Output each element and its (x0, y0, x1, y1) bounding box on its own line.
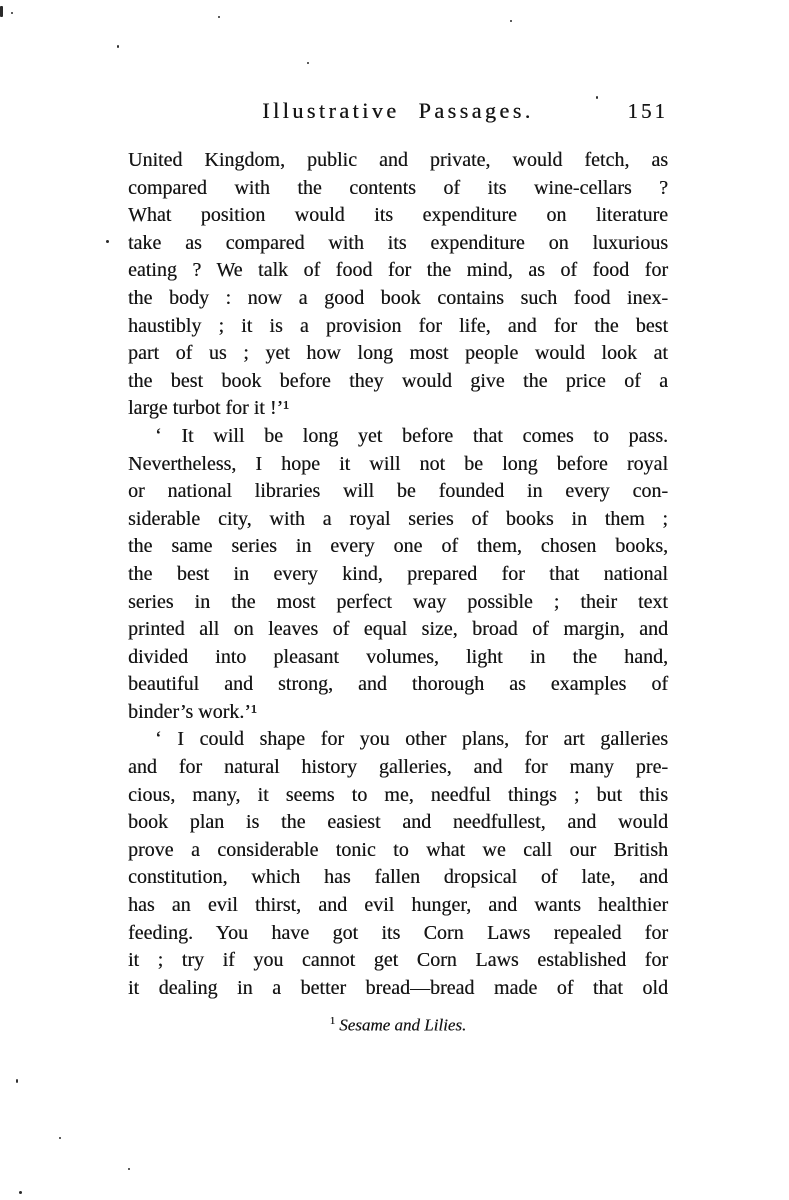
text-line: printed all on leaves of equal size, broad of margin, and (128, 618, 668, 641)
text-line: United Kingdom, public and private, would fetch, as (128, 149, 668, 171)
page-number: 151 (627, 99, 668, 123)
scan-speck (117, 45, 119, 48)
text-line: compared with the contents of its wine-cellars ? (128, 176, 668, 199)
scan-speck (128, 1168, 130, 1170)
footnote-marker: 1 (329, 1015, 336, 1028)
scan-speck (307, 62, 309, 64)
text-line: feeding. You have got its Corn Laws repealed for (128, 921, 668, 944)
scan-speck (218, 16, 220, 18)
text-line: and for natural history galleries, and for many pre- (128, 756, 668, 779)
scan-speck (510, 20, 512, 22)
scan-speck (0, 6, 3, 17)
scan-speck (59, 1137, 61, 1139)
text-line: has an evil thirst, and evil hunger, and wants healthier (128, 894, 668, 917)
text-line: the body : now a good book contains such food inex- (128, 286, 668, 309)
text-line: it ; try if you cannot get Corn Laws established for (128, 949, 668, 972)
text-line: What position would its expenditure on literature (128, 204, 668, 227)
scan-speck (106, 240, 109, 243)
text-line: the best book before they would give the price of a (128, 369, 668, 392)
scan-speck (11, 12, 13, 14)
text-line: or national libraries will be founded in every con- (128, 480, 668, 503)
text-line: Nevertheless, I hope it will not be long before royal (128, 452, 668, 475)
text-block (128, 97, 668, 1038)
text-line: series in the most perfect way possible ; their text (128, 590, 668, 613)
paragraph (128, 423, 668, 727)
page-title: Illustrative Passages. (262, 98, 534, 123)
text-line: the same series in every one of them, chosen books, (128, 535, 668, 558)
text-line: it dealing in a better bread—bread made of that old (128, 976, 668, 999)
text-line: cious, many, it seems to me, needful things ; but this (128, 783, 668, 806)
text-line: large turbot for it !’¹ (128, 397, 290, 420)
scan-speck (596, 96, 598, 99)
text-line: siderable city, with a royal series of books in them ; (128, 507, 668, 530)
text-line: beautiful and strong, and thorough as examples of (128, 673, 668, 696)
running-head (128, 97, 668, 125)
paragraph (128, 147, 668, 423)
text-line: book plan is the easiest and needfullest, and would (128, 811, 668, 834)
text-line: constitution, which has fallen dropsical of late, and (128, 866, 668, 889)
footnote-text: Sesame and Lilies. (339, 1016, 467, 1036)
text-line: binder’s work.’¹ (128, 700, 257, 723)
text-line: divided into pleasant volumes, light in the hand, (128, 645, 668, 668)
text-line: part of us ; yet how long most people would look at (128, 342, 668, 365)
text-line: prove a considerable tonic to what we call our British (128, 838, 668, 861)
scan-speck (16, 1079, 18, 1083)
scan-speck (19, 1191, 22, 1194)
body-text (128, 147, 668, 1038)
text-line: take as compared with its expenditure on luxurious (128, 231, 668, 254)
text-line: haustibly ; it is a provision for life, and for the best (128, 314, 668, 337)
text-line: eating ? We talk of food for the mind, as of food for (128, 259, 668, 282)
footnote (128, 1009, 668, 1038)
text-line: the best in every kind, prepared for that national (128, 562, 668, 585)
paragraph (128, 726, 668, 1002)
text-line: ‘ I could shape for you other plans, for art galleries (155, 728, 668, 751)
text-line: ‘ It will be long yet before that comes to pass. (155, 424, 668, 447)
